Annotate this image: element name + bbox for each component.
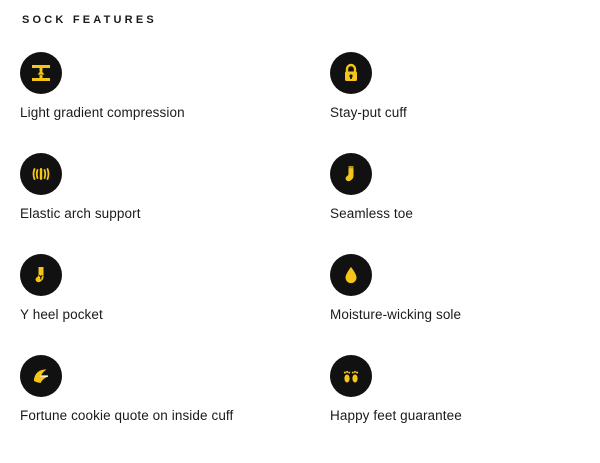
feature-label: Seamless toe (330, 206, 413, 221)
feature-item (20, 52, 330, 153)
feature-label: Light gradient compression (20, 105, 185, 120)
feature-label: Fortune cookie quote on inside cuff (20, 408, 234, 423)
elastic-arch-icon (20, 153, 62, 195)
feature-item (330, 254, 580, 355)
gradient-compression-icon (20, 52, 62, 94)
feature-item (20, 254, 330, 355)
feature-label: Moisture-wicking sole (330, 307, 462, 322)
lock-icon (330, 52, 372, 94)
feature-item (330, 355, 580, 456)
feature-item (330, 153, 580, 254)
fortune-cookie-icon (20, 355, 62, 397)
sock-toe-icon (330, 153, 372, 195)
feature-item (20, 153, 330, 254)
feature-label: Y heel pocket (20, 307, 103, 322)
page-title: SOCK FEATURES (22, 14, 157, 26)
feature-label: Stay-put cuff (330, 105, 407, 120)
sock-heel-icon (20, 254, 62, 296)
feature-label: Elastic arch support (20, 206, 141, 221)
feature-item (330, 52, 580, 153)
feature-item (20, 355, 330, 456)
feature-label: Happy feet guarantee (330, 408, 462, 423)
features-grid (20, 52, 580, 456)
footprints-icon (330, 355, 372, 397)
water-drop-icon (330, 254, 372, 296)
